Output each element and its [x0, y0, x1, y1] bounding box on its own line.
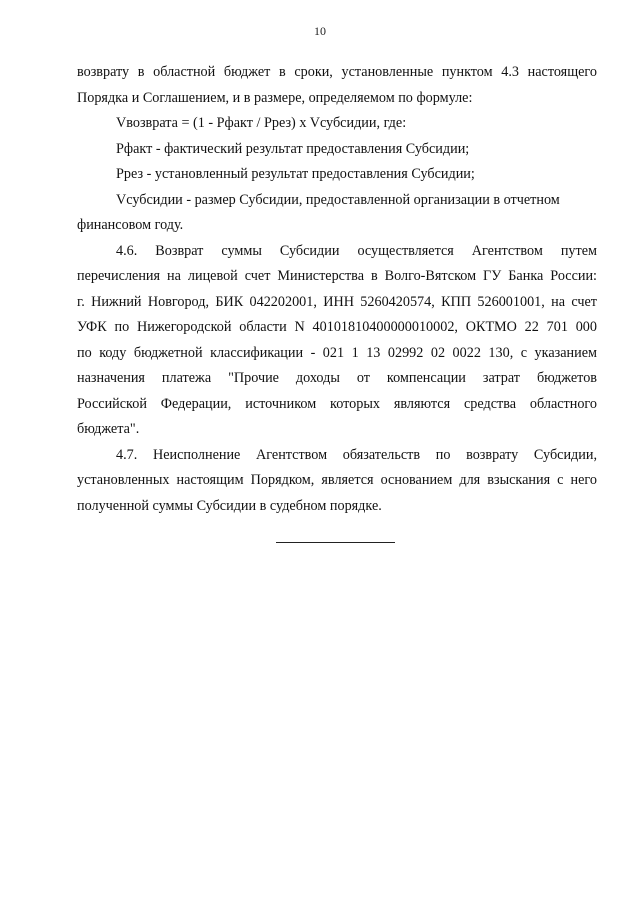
- clause-4-6-line: Российской Федерации, источником которых являются средства областного: [77, 395, 597, 412]
- clause-4-6-line: по коду бюджетной классификации - 021 1 13 02992 02 0022 130, с указанием: [77, 344, 597, 361]
- definition-line: Vсубсидии - размер Субсидии, предоставленной организации в отчетном: [116, 191, 560, 208]
- clause-4-7-line: установленных настоящим Порядком, является основанием для взыскания с него: [77, 472, 597, 488]
- clause-4-6-line: г. Нижний Новгород, БИК 042202001, ИНН 5260420574, КПП 526001001, на счет: [77, 293, 597, 310]
- clause-4-6-line: 4.6. Возврат суммы Субсидии осуществляется Агентством путем: [116, 242, 597, 259]
- definition-line: Ррез - установленный результат предоставления Субсидии;: [116, 166, 475, 182]
- clause-4-6-line: бюджета".: [77, 421, 140, 437]
- page-number: 10: [314, 24, 326, 38]
- paragraph-line: Порядка и Соглашением, и в размере, определяемом по формуле:: [77, 89, 473, 106]
- clause-4-6-line: УФК по Нижегородской области N 40101810400000010002, ОКТМО 22 701 000: [77, 319, 597, 335]
- clause-4-6-line: перечисления на лицевой счет Министерства в Волго-Вятском ГУ Банка России:: [77, 268, 597, 284]
- formula-line: Vвозврата = (1 - Рфакт / Ррез) x Vсубсидии, где:: [116, 115, 407, 131]
- document-body: [77, 60, 597, 519]
- clause-4-7-line: полученной суммы Субсидии в судебном порядке.: [77, 497, 382, 514]
- clause-4-7-line: 4.7. Неисполнение Агентством обязательств по возврату Субсидии,: [116, 446, 597, 463]
- definition-line: Рфакт - фактический результат предоставления Субсидии;: [116, 140, 470, 157]
- end-separator-line: [276, 542, 395, 543]
- clause-4-6-line: назначения платежа "Прочие доходы от компенсации затрат бюджетов: [77, 370, 597, 386]
- definition-line: финансовом году.: [77, 217, 184, 233]
- paragraph-line: возврату в областной бюджет в сроки, установленные пунктом 4.3 настоящего: [77, 64, 597, 80]
